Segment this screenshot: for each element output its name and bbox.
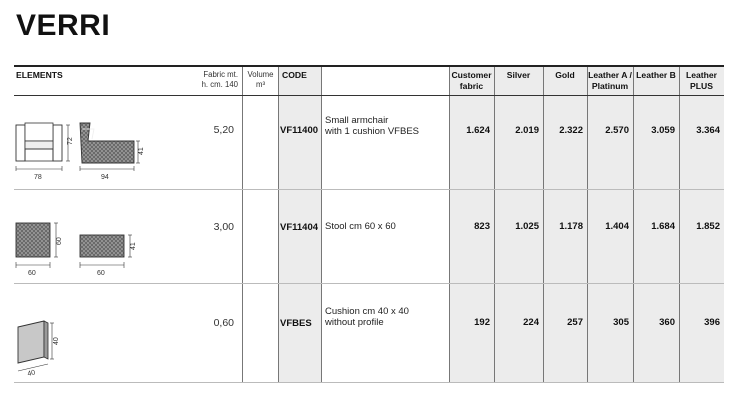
dimension-label: 60 (28, 270, 36, 277)
price-leather-a: 1.404 (605, 221, 629, 232)
price-customer-fabric: 823 (474, 221, 490, 232)
column-divider (278, 67, 279, 383)
header-volume-line2: m³ (255, 80, 266, 89)
description-line1: Cushion cm 40 x 40 (325, 306, 409, 317)
product-description (325, 307, 409, 328)
price-table (14, 65, 724, 383)
cushion-view (18, 321, 54, 371)
page-title: VERRI (16, 9, 111, 42)
product-code: VF11400 (280, 125, 319, 136)
price-gold: 257 (567, 317, 583, 328)
stool-side-view (80, 235, 132, 268)
description-line2: without profile (325, 316, 384, 328)
dimension-label: 94 (101, 174, 109, 181)
price-leather-plus: 1.852 (696, 221, 720, 232)
header-leather-a (587, 70, 633, 91)
fabric-meters: 3,00 (213, 221, 234, 233)
header-silver: Silver (506, 70, 531, 80)
cushion-drawing (14, 317, 74, 379)
header-rule (14, 95, 724, 96)
price-leather-a: 305 (613, 317, 629, 328)
header-customer-fabric (449, 70, 494, 91)
price-customer-fabric: 1.624 (466, 125, 490, 136)
column-divider (321, 67, 322, 383)
product-description (325, 116, 419, 137)
dimension-label: 41 (130, 242, 137, 250)
header-leather-plus (679, 70, 724, 91)
description-line1: Stool cm 60 x 60 (325, 221, 396, 232)
product-code: VFBES (280, 318, 312, 329)
header-elements: ELEMENTS (16, 70, 63, 80)
header-leather-a-line2: Platinum (591, 80, 629, 91)
row-divider (14, 189, 724, 190)
price-leather-plus: 396 (704, 317, 720, 328)
armchair-front-view (16, 123, 70, 171)
price-leather-b: 360 (659, 317, 675, 328)
dimension-label: 60 (97, 270, 105, 277)
price-silver: 224 (523, 317, 539, 328)
header-leather-b: Leather B (636, 70, 676, 80)
description-line2: with 1 cushion VFBES (325, 125, 419, 137)
fabric-meters: 0,60 (213, 317, 234, 329)
header-leather-plus-line1: Leather (685, 70, 718, 80)
header-fabric (194, 70, 238, 90)
price-customer-fabric: 192 (474, 317, 490, 328)
dimension-label: 60 (56, 237, 63, 245)
stool-drawing (14, 215, 164, 281)
header-volume (243, 70, 278, 90)
dimension-label: 78 (34, 174, 42, 181)
column-divider (242, 67, 243, 383)
header-volume-line1: Volume (247, 70, 274, 79)
dimension-label: 41 (138, 147, 145, 155)
header-code: CODE (282, 70, 307, 80)
header-gold: Gold (555, 70, 575, 80)
header-fabric-line1: Fabric mt. (203, 70, 238, 79)
header-customer-line1: Customer (451, 70, 492, 80)
dimension-label: 72 (67, 137, 74, 145)
price-silver: 2.019 (515, 125, 539, 136)
header-fabric-line2: h. cm. 140 (201, 80, 238, 89)
dimension-label: 40 (26, 369, 37, 378)
armchair-side-view (80, 123, 140, 171)
dimension-label: 40 (53, 337, 60, 345)
price-gold: 2.322 (559, 125, 583, 136)
price-leather-b: 3.059 (651, 125, 675, 136)
table-top-rule (14, 65, 724, 67)
description-line1: Small armchair (325, 115, 389, 126)
row-divider (14, 283, 724, 284)
fabric-meters: 5,20 (213, 124, 234, 136)
header-leather-plus-line2: PLUS (690, 80, 713, 91)
price-leather-b: 1.684 (651, 221, 675, 232)
price-leather-plus: 3.364 (696, 125, 720, 136)
price-silver: 1.025 (515, 221, 539, 232)
armchair-drawing (14, 113, 164, 185)
product-code: VF11404 (280, 222, 319, 233)
header-customer-line2: fabric (459, 80, 484, 91)
stool-top-view (16, 223, 58, 268)
product-description (325, 222, 396, 233)
price-leather-a: 2.570 (605, 125, 629, 136)
price-gold: 1.178 (559, 221, 583, 232)
header-leather-a-line1: Leather A / (588, 70, 632, 80)
table-bottom-rule (14, 382, 724, 383)
